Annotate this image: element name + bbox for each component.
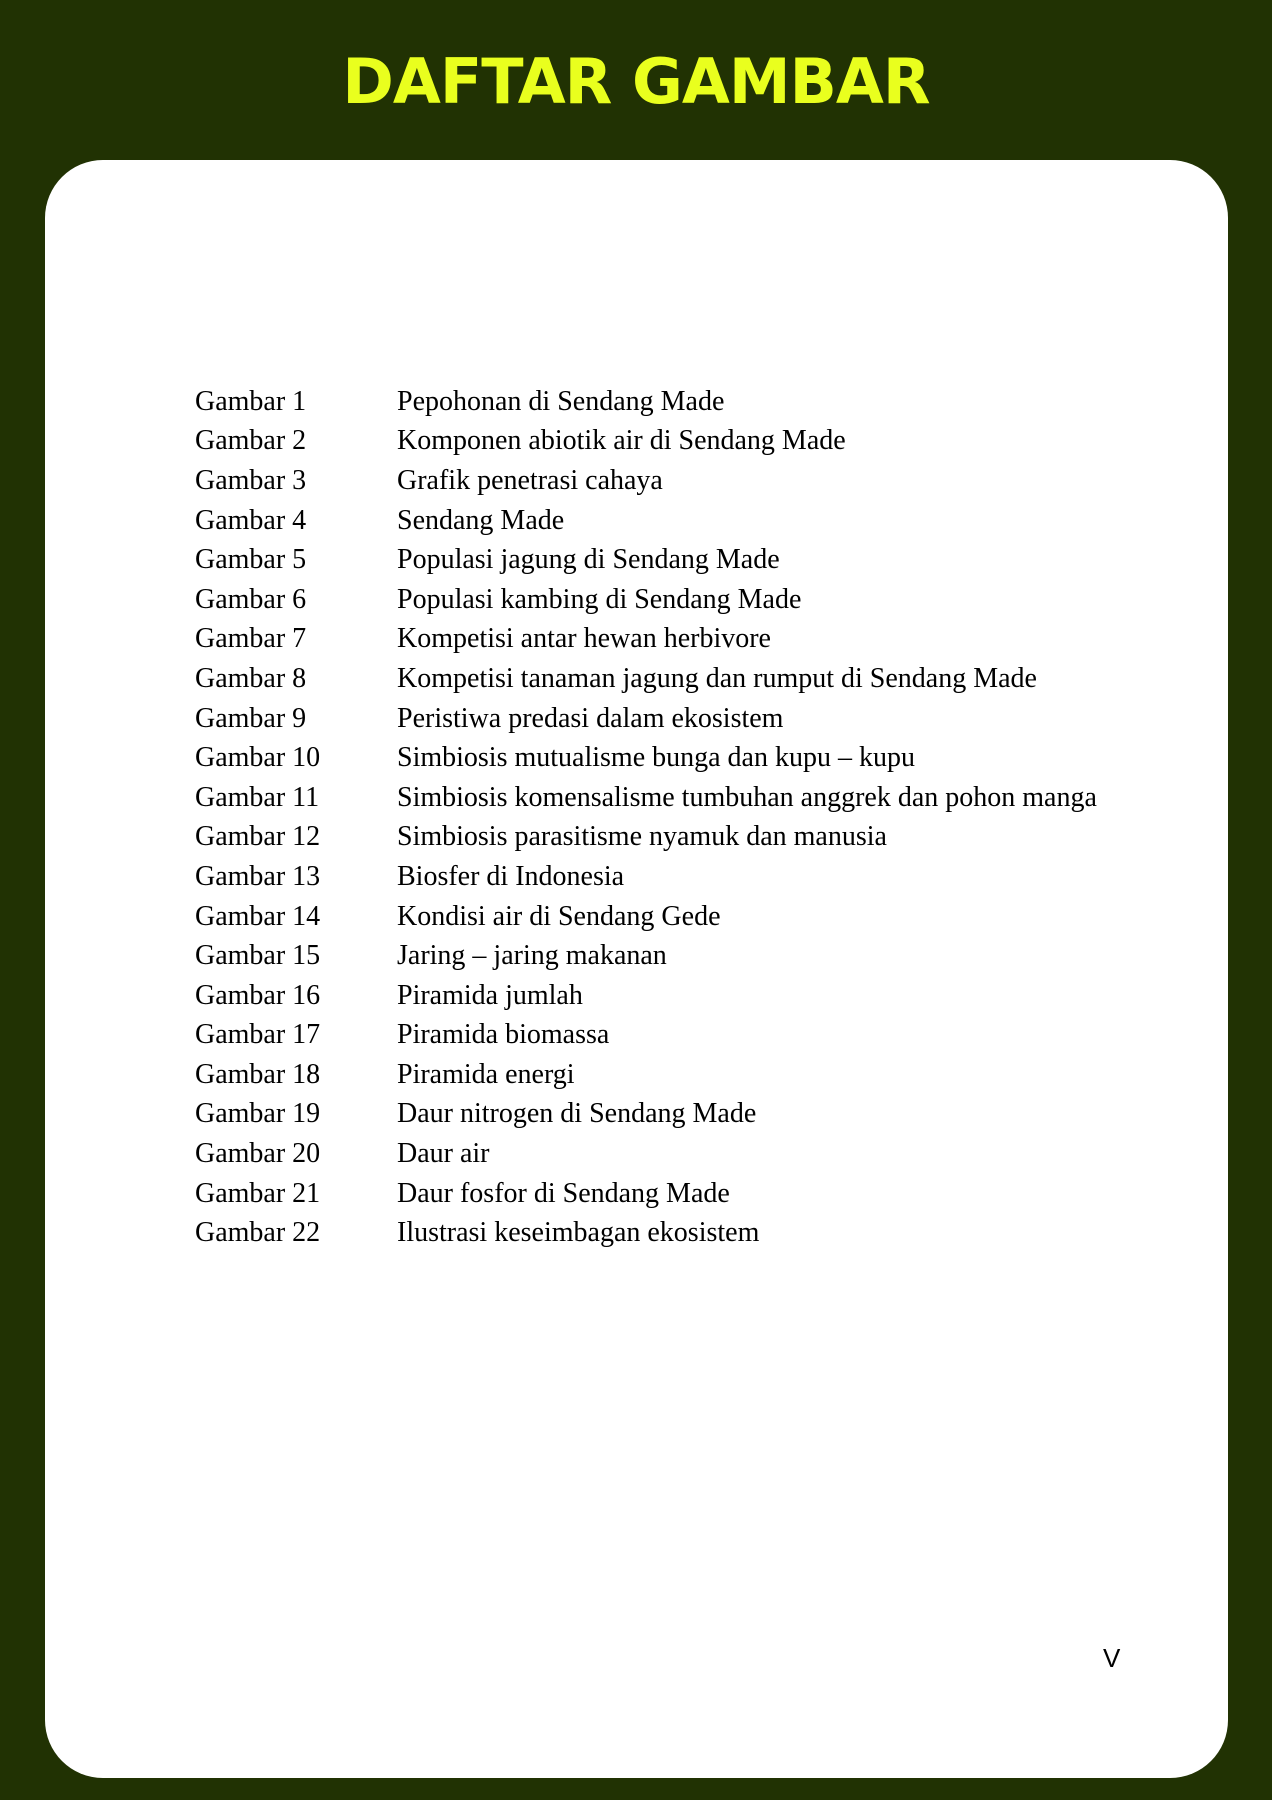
figure-label: Gambar 15 — [195, 940, 321, 972]
figure-caption: Daur air — [397, 1138, 490, 1170]
figure-caption: Kompetisi tanaman jagung dan rumput di Sendang Made — [397, 662, 1037, 694]
figure-list-item — [195, 620, 1097, 660]
figure-list-item — [195, 659, 1097, 699]
figure-list-item — [195, 1095, 1097, 1135]
figure-caption: Daur nitrogen di Sendang Made — [397, 1098, 757, 1130]
figure-label: Gambar 1 — [195, 385, 307, 417]
figure-label: Gambar 8 — [195, 662, 307, 694]
figure-label: Gambar 3 — [195, 464, 307, 496]
figure-caption: Simbiosis komensalisme tumbuhan anggrek dan pohon manga — [397, 781, 1097, 813]
figure-caption: Pepohonan di Sendang Made — [397, 385, 725, 417]
figure-label: Gambar 14 — [195, 900, 321, 932]
figure-list-item — [195, 422, 1097, 462]
figure-list-item — [195, 461, 1097, 501]
figure-label: Gambar 5 — [195, 544, 307, 576]
figure-caption: Piramida jumlah — [397, 979, 583, 1011]
figure-label: Gambar 10 — [195, 742, 321, 774]
figure-list-item — [195, 1016, 1097, 1056]
figure-caption: Populasi jagung di Sendang Made — [397, 544, 780, 576]
figure-caption: Grafik penetrasi cahaya — [397, 464, 663, 496]
figure-caption: Simbiosis mutualisme bunga dan kupu – kupu — [397, 742, 915, 774]
figure-list-item — [195, 540, 1097, 580]
figure-list-item — [195, 1134, 1097, 1174]
figure-list-item — [195, 1174, 1097, 1214]
figure-label: Gambar 13 — [195, 860, 321, 892]
figure-caption: Ilustrasi keseimbagan ekosistem — [397, 1217, 760, 1249]
figure-list-item — [195, 1055, 1097, 1095]
figure-label: Gambar 16 — [195, 979, 321, 1011]
figure-list-item — [195, 818, 1097, 858]
figure-list-item — [195, 580, 1097, 620]
figure-label: Gambar 21 — [195, 1177, 321, 1209]
figure-list-item — [195, 1213, 1097, 1253]
figure-label: Gambar 22 — [195, 1217, 321, 1249]
figure-caption: Piramida energi — [397, 1058, 575, 1090]
page-title: DAFTAR GAMBAR — [342, 45, 930, 118]
figure-label: Gambar 7 — [195, 623, 307, 655]
figure-caption: Jaring – jaring makanan — [397, 940, 667, 972]
figure-caption: Simbiosis parasitisme nyamuk dan manusia — [397, 821, 887, 853]
figure-caption: Daur fosfor di Sendang Made — [397, 1177, 730, 1209]
figure-label: Gambar 4 — [195, 504, 307, 536]
figure-caption: Kompetisi antar hewan herbivore — [397, 623, 771, 655]
figure-label: Gambar 20 — [195, 1138, 321, 1170]
figure-caption: Kondisi air di Sendang Gede — [397, 900, 721, 932]
figure-list-item — [195, 778, 1097, 818]
figure-list-item — [195, 738, 1097, 778]
figure-label: Gambar 12 — [195, 821, 321, 853]
figure-list-item — [195, 699, 1097, 739]
figure-list-item — [195, 382, 1097, 422]
figure-list-item — [195, 897, 1097, 937]
figure-list-item — [195, 976, 1097, 1016]
figure-caption: Sendang Made — [397, 504, 565, 536]
figure-list-item — [195, 936, 1097, 976]
figure-label: Gambar 2 — [195, 425, 307, 457]
figure-list-item — [195, 501, 1097, 541]
page-number: V — [1103, 1643, 1121, 1673]
figure-list — [195, 382, 1097, 1253]
figure-caption: Piramida biomassa — [397, 1019, 610, 1051]
content-card — [45, 160, 1228, 1778]
figure-label: Gambar 18 — [195, 1058, 321, 1090]
figure-caption: Peristiwa predasi dalam ekosistem — [397, 702, 784, 734]
figure-label: Gambar 6 — [195, 583, 307, 615]
figure-label: Gambar 17 — [195, 1019, 321, 1051]
figure-caption: Biosfer di Indonesia — [397, 860, 625, 892]
figure-caption: Komponen abiotik air di Sendang Made — [397, 425, 846, 457]
figure-caption: Populasi kambing di Sendang Made — [397, 583, 802, 615]
figure-label: Gambar 9 — [195, 702, 307, 734]
figure-list-item — [195, 857, 1097, 897]
figure-label: Gambar 11 — [195, 781, 320, 813]
figure-label: Gambar 19 — [195, 1098, 321, 1130]
